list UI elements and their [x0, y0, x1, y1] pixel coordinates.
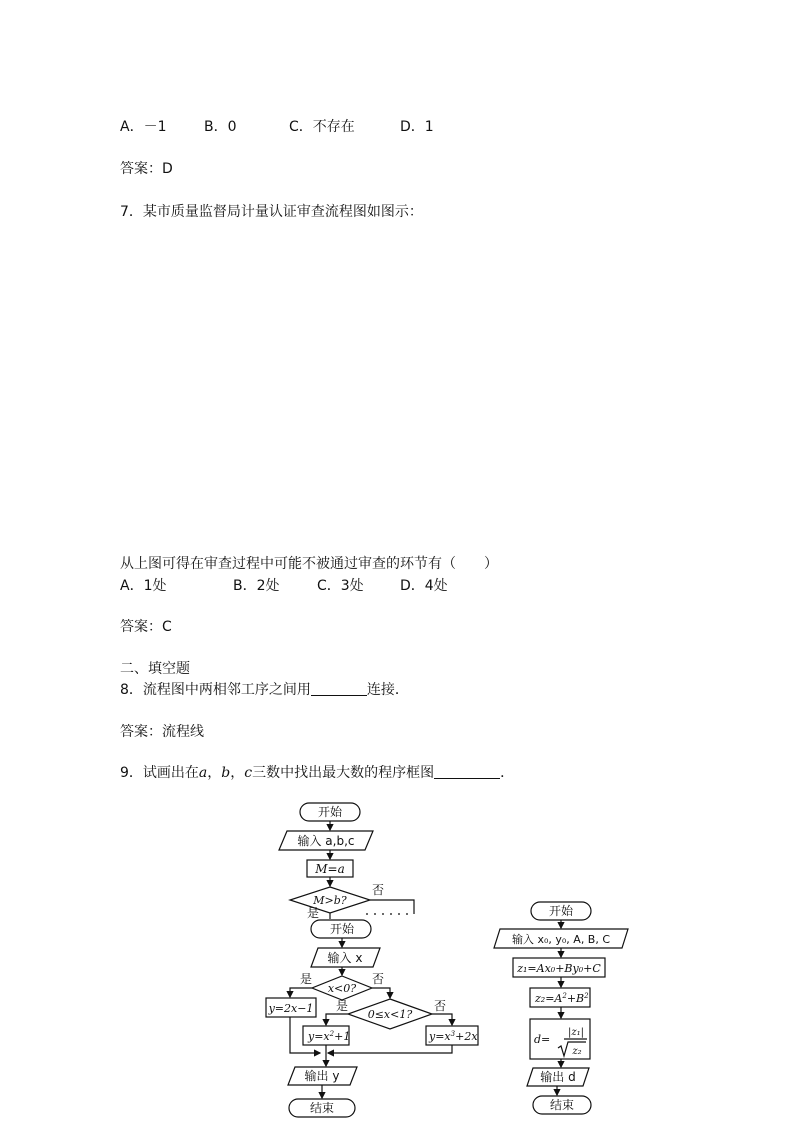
q9-prefix: 9．试画出在 [120, 765, 199, 781]
fig3-z2-label: $z_2=A^2+B^2$ [535, 992, 589, 1005]
fig2-no1-label: 否 [372, 972, 385, 986]
fig1-yes-label: 是 [307, 906, 320, 920]
fig1-start-label: 开始 [317, 805, 343, 819]
fig2-no2-label: 否 [434, 999, 447, 1013]
q8-answer: 答案：流程线 [120, 724, 204, 740]
q6-option-d: D．1 [400, 119, 434, 135]
q7-option-d: D．4处 [400, 578, 448, 594]
fig1-cond-label: M>b? [313, 894, 347, 907]
fig3-d-numerator: |z₁| [567, 1027, 585, 1038]
fig2-no2-line [432, 1014, 452, 1025]
q6-option-a: A．－1 [120, 119, 167, 135]
fig2-box-right-label: $y=x^3+2x$ [429, 1030, 478, 1043]
fig2-end-label: 结束 [309, 1101, 335, 1115]
q6-answer: 答案：D [120, 161, 173, 177]
q8-stem-before: 8．流程图中两相邻工序之间用 [120, 682, 311, 698]
fig3-d-denominator: z₂ [572, 1046, 582, 1057]
q9-var-a: a [198, 765, 208, 781]
q6-option-b: B．0 [204, 119, 237, 135]
fig2-input-label: 输入 x [327, 951, 363, 965]
fig3-end-label: 结束 [549, 1098, 575, 1112]
section-title: 二、填空题 [120, 661, 190, 677]
fig3-input-label: 输入 x₀, y₀, A, B, C [511, 933, 611, 946]
q9-sep1: ， [207, 765, 222, 781]
q7-stem: 7．某市质量监督局计量认证审查流程图如图示： [120, 204, 423, 220]
fig3-d-label: d= [534, 1033, 551, 1046]
fig2-cond1-label: x<0? [327, 982, 357, 995]
q9-sep2: ， [230, 765, 245, 781]
fig2-yes1-line [290, 988, 312, 997]
fig2-no1-line [372, 988, 390, 998]
fig3-output-label: 输出 d [540, 1070, 576, 1084]
q9-var-b: b [221, 765, 231, 781]
fig1-assign-label: M=a [315, 862, 345, 876]
q9-suffix: 三数中找出最大数的程序框图 [252, 765, 435, 781]
q7-option-a: A．1处 [120, 578, 167, 594]
q7-question: 从上图可得在审查过程中可能不被通过审查的环节有（ ） [120, 556, 498, 572]
fig2-output-label: 输出 y [304, 1069, 340, 1083]
q7-option-c: C．3处 [317, 578, 364, 594]
fig2-yes2-label: 是 [336, 999, 349, 1013]
q6-option-c: C．不存在 [289, 119, 355, 135]
fig1-no-label: 否 [372, 883, 385, 897]
q7-option-b: B．2处 [233, 578, 280, 594]
fig2-cond2-label: 0≤x<1? [367, 1008, 413, 1021]
q9-end: ． [500, 765, 515, 781]
fig2-merge-right [328, 1045, 452, 1053]
fig2-box-left-label: y=2x−1 [268, 1002, 314, 1015]
q8-stem-after: 连接． [366, 682, 409, 698]
fig2-yes2-line [326, 1014, 348, 1025]
fig2-box-mid-label: $y=x^2+1$ [308, 1030, 351, 1043]
fig1-no-line [370, 900, 414, 914]
q7-answer: 答案：C [120, 619, 172, 635]
fig2-yes1-label: 是 [300, 972, 313, 986]
fig3-start-label: 开始 [548, 904, 574, 918]
fig1-input-label: 输入 a,b,c [297, 834, 355, 848]
q9-var-c: c [244, 765, 253, 781]
fig3-z1-label: z₁=Ax₀+By₀+C [517, 962, 601, 975]
fig2-start-label: 开始 [329, 922, 355, 936]
